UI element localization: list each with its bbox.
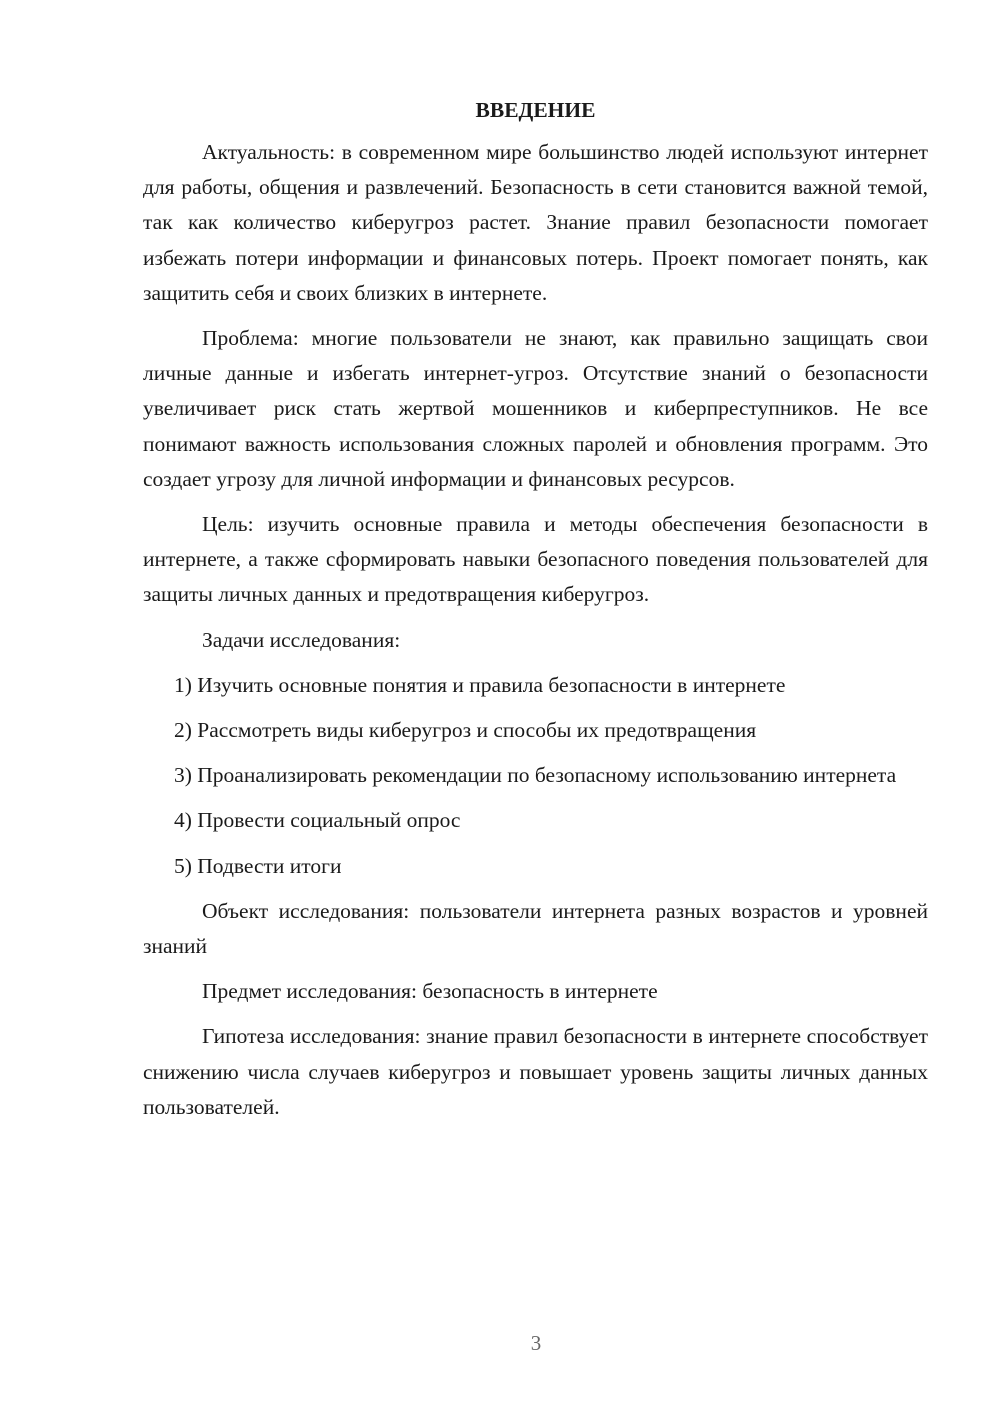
- relevance-paragraph: Актуальность: в современном мире большинство людей используют интернет для работы, общения и развлечений. Безопасность в сети становится важной темой, так как количество киберугроз растет. Знание правил безопасности помогает избежать потери информации и финансовых потерь. Проект помогает понять, как защитить себя и своих близких в интернете.: [143, 140, 928, 305]
- task-item-3: 3) Проанализировать рекомендации по безопасному использованию интернета: [174, 763, 897, 788]
- task-item-5: 5) Подвести итоги: [174, 853, 342, 878]
- task-item-1: 1) Изучить основные понятия и правила безопасности в интернете: [174, 672, 786, 697]
- page-number: 3: [530, 1331, 542, 1355]
- hypothesis-paragraph: Гипотеза исследования: знание правил безопасности в интернете способствует снижению числа случаев киберугроз и повышает уровень защиты личных данных пользователей.: [143, 1024, 928, 1119]
- problem-paragraph: Проблема: многие пользователи не знают, как правильно защищать свои личные данные и избегать интернет-угроз. Отсутствие знаний о безопасности увеличивает риск стать жертвой мошенников и киберпреступников. Не все понимают важность использования сложных паролей и обновления программ. Это создает угрозу для личной информации и финансовых ресурсов.: [143, 326, 928, 491]
- subject-paragraph: Предмет исследования: безопасность в интернете: [202, 979, 658, 1004]
- tasks-title: Задачи исследования:: [202, 627, 401, 652]
- goal-paragraph: Цель: изучить основные правила и методы обеспечения безопасности в интернете, а также сформировать навыки безопасного поведения пользователей для защиты личных данных и предотвращения киберугроз.: [143, 512, 928, 607]
- object-paragraph: Объект исследования: пользователи интернета разных возрастов и уровней знаний: [143, 898, 928, 959]
- task-item-2: 2) Рассмотреть виды киберугроз и способы их предотвращения: [174, 718, 757, 743]
- task-item-4: 4) Провести социальный опрос: [174, 808, 461, 833]
- document-page: [143, 90, 928, 1135]
- section-heading: ВВЕДЕНИЕ: [475, 98, 596, 122]
